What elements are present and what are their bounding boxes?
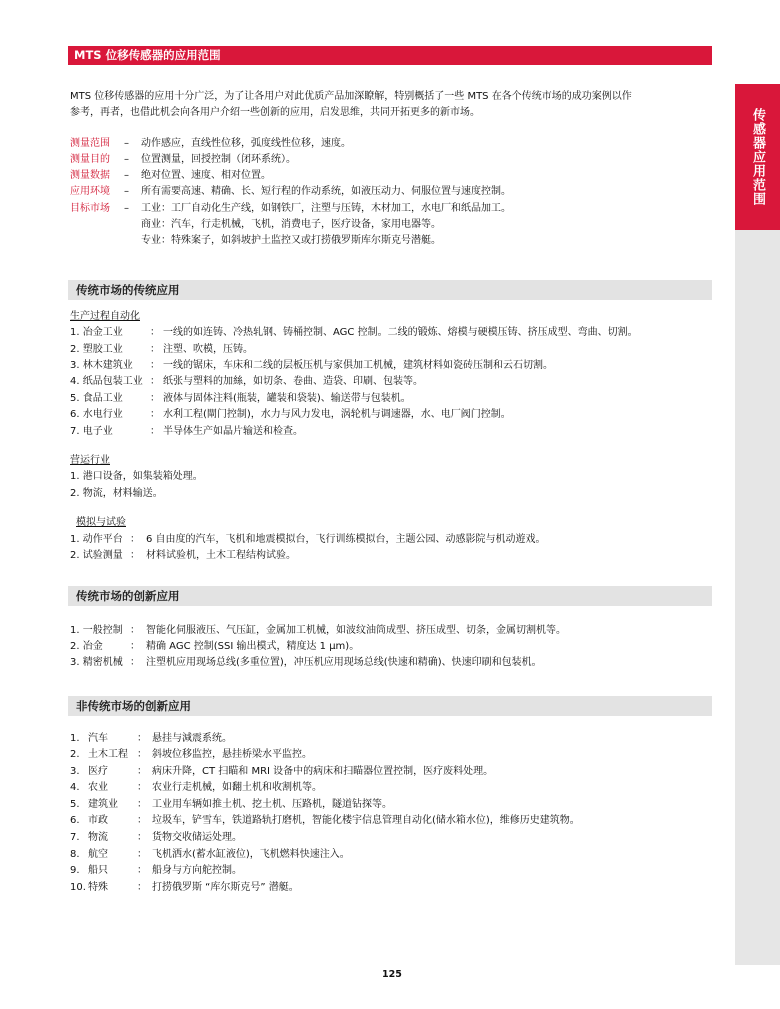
subheading-simulation: 模拟与试验 [76,517,126,528]
target-market-commercial: 商业：汽车，行走机械，飞机，消费电子，医疗设备，家用电器等。 [141,219,441,230]
item-desc: 纸张与塑料的加絲，如切条、卷曲、造袋、印刷、包装等。 [163,376,423,387]
item-name: 5. 食品工业 [70,393,123,404]
item-number: 4. [70,782,80,793]
item-colon: ： [137,782,147,793]
item-number: 1. [70,733,80,744]
item-desc: 6 自由度的汽车，飞机和地震模拟台，飞行训练模拟台，主题公园、动感影院与机动遊戏。 [146,534,546,545]
item-desc: 船身与方向舵控制。 [152,865,242,876]
spec-key: 应用环境 [70,186,110,197]
item-desc: 注塑、吹模，压铸。 [163,344,253,355]
item-colon: ： [150,376,160,387]
page-number: 125 [382,969,402,980]
item-colon: ： [150,344,160,355]
item-colon: ： [150,360,160,371]
item-desc: 工业用车辆如推土机、挖土机、压路机，隧道钻探等。 [152,799,392,810]
item-name: 物流 [88,832,108,843]
spec-dash: – [124,186,129,197]
target-market-special: 专业：特殊案子，如斜坡护土监控又或打捞俄罗斯库尔斯克号潜艇。 [141,235,441,246]
spec-key: 测量范围 [70,138,110,149]
section-header-non-traditional [68,696,712,716]
item-colon: ： [150,327,160,338]
spec-key: 测量目的 [70,154,110,165]
item-name: 船只 [88,865,108,876]
item-number: 2. [70,749,80,760]
spec-value: 所有需要高速、精确、长、短行程的作动系统，如液压动力、伺服位置与速度控制。 [141,186,511,197]
item-name: 7. 电子业 [70,426,113,437]
item-colon: ： [150,409,160,420]
item-colon: ： [137,749,147,760]
subheading-process-automation: 生产过程自动化 [70,311,140,322]
spec-value: 动作感应，直线性位移，弧度线性位移，速度。 [141,138,351,149]
item-name: 农业 [88,782,108,793]
page-title: MTS 位移传感器的应用范围 [74,48,221,62]
spec-dash: – [124,138,129,149]
item-number: 10. [70,882,86,893]
section-header-traditional [68,280,712,300]
section-header-innovative [68,586,712,606]
section-title: 传统市场的传统应用 [76,283,180,297]
item-desc: 悬挂与減震系统。 [152,733,232,744]
item-number: 7. [70,832,80,843]
spec-key: 测量数据 [70,170,110,181]
item-colon: ： [130,534,140,545]
item-colon: ： [137,865,147,876]
item-desc: 水利工程(閘门控制)，水力与风力发电，涡轮机与调速器，水、电厂阀门控制。 [163,409,511,420]
item-number: 5. [70,799,80,810]
item-name: 3. 精密机械 [70,657,123,668]
item-name: 3. 林木建筑业 [70,360,133,371]
item-desc: 病床升降，CT 扫瞄和 MRI 设备中的病床和扫瞄器位置控制，医疗废料处理。 [152,766,494,777]
item-colon: ： [150,393,160,404]
item-colon: ： [137,882,147,893]
item-desc: 精确 AGC 控制(SSI 输出模式，精度达 1 μm)。 [146,641,360,652]
item-number: 6. [70,815,80,826]
item-name: 2. 冶金 [70,641,103,652]
item-name: 1. 冶金工业 [70,327,123,338]
item-name: 2. 试验测量 [70,550,123,561]
item-colon: ： [137,766,147,777]
spec-value: 绝对位置、速度、相对位置。 [141,170,271,181]
item-name: 土木工程 [88,749,128,760]
spec-dash: – [124,154,129,165]
side-tab-label: 传感器应用范围 [750,108,765,206]
item-name: 建筑业 [88,799,118,810]
item-name: 特殊 [88,882,108,893]
item-desc: 一线的如连铸、冷热轧钢、铸桶控制、AGC 控制。二线的锻炼、熔模与硬模压铸、挤压成型、弯曲、切割。 [163,327,638,338]
item-desc: 半导体生产如晶片输送和检查。 [163,426,303,437]
intro-line-1: MTS 位移传感器的应用十分广泛，为了让各用户对此优质产品加深瞭解，特别概括了一些 MTS 在各个传统市场的成功案例以作 [70,91,632,102]
spec-dash: – [124,203,129,214]
item-desc: 货物交收储运处理。 [152,832,242,843]
item-name: 航空 [88,849,108,860]
item-colon: ： [137,815,147,826]
item-desc: 材料试验机，土木工程结构试验。 [146,550,296,561]
item-name: 1. 动作平台 [70,534,123,545]
item-desc: 农业行走机械，如翻土机和收割机等。 [152,782,322,793]
item-desc: 斜坡位移监控，悬挂桥梁水平监控。 [152,749,312,760]
item-name: 医疗 [88,766,108,777]
page-title-bar [68,46,712,65]
item-name: 4. 纸品包装工业 [70,376,143,387]
item-desc: 注塑机应用现场总线(多重位置)，冲压机应用现场总线(快速和精确)、快速印刷和包装机。 [146,657,542,668]
item-name: 2. 塑胶工业 [70,344,123,355]
spec-value: 位置测量，回授控制（闭环系统）。 [141,154,296,165]
section-title: 传统市场的创新应用 [76,589,180,603]
item-colon: ： [137,799,147,810]
item-desc: 飞机洒水(蓄水缸液位)，飞机燃料快速注入。 [152,849,350,860]
intro-paragraph [70,89,720,121]
item-number: 3. [70,766,80,777]
transport-item: 1. 港口设备，如集装箱处理。 [70,471,203,482]
item-number: 8. [70,849,80,860]
section-title: 非传统市场的创新应用 [76,699,191,713]
spec-key: 目标市场 [70,203,110,214]
item-colon: ： [130,641,140,652]
item-colon: ： [137,832,147,843]
side-margin-strip [735,230,780,965]
side-tab-label-wrap [735,84,780,230]
item-colon: ： [130,657,140,668]
item-desc: 一线的锯床，车床和二线的层板压机与家俱加工机械，建筑材料如瓷砖压制和云石切割。 [163,360,553,371]
item-colon: ： [137,849,147,860]
subheading-transport: 营运行业 [70,455,110,466]
item-name: 1. 一般控制 [70,625,123,636]
item-name: 汽车 [88,733,108,744]
item-desc: 智能化伺服液压、气压缸，金属加工机械，如波纹油筒成型、挤压成型、切条，金属切割机等。 [146,625,566,636]
transport-item: 2. 物流，材料输送。 [70,488,163,499]
item-name: 市政 [88,815,108,826]
item-colon: ： [130,550,140,561]
item-desc: 液体与固体注料(瓶装，罐装和袋装)、输送带与包装机。 [163,393,411,404]
item-desc: 垃圾车，铲雪车，铁道路轨打磨机，智能化楼宇信息管理自动化(储水箱水位)，维修历史建筑物。 [152,815,580,826]
item-colon: ： [150,426,160,437]
item-colon: ： [130,625,140,636]
item-desc: 打捞俄罗斯 “库尔斯克号” 潜艇。 [152,882,299,893]
spec-value: 工业：工厂自动化生产线，如钢铁厂，注塑与压铸，木材加工，水电厂和纸品加工。 [141,203,511,214]
item-name: 6. 水电行业 [70,409,123,420]
item-colon: ： [137,733,147,744]
intro-line-2: 参考，再者，也借此机会向各用户介绍一些创新的应用，启发思维，共同开拓更多的新市场。 [70,107,480,118]
spec-dash: – [124,170,129,181]
item-number: 9. [70,865,80,876]
